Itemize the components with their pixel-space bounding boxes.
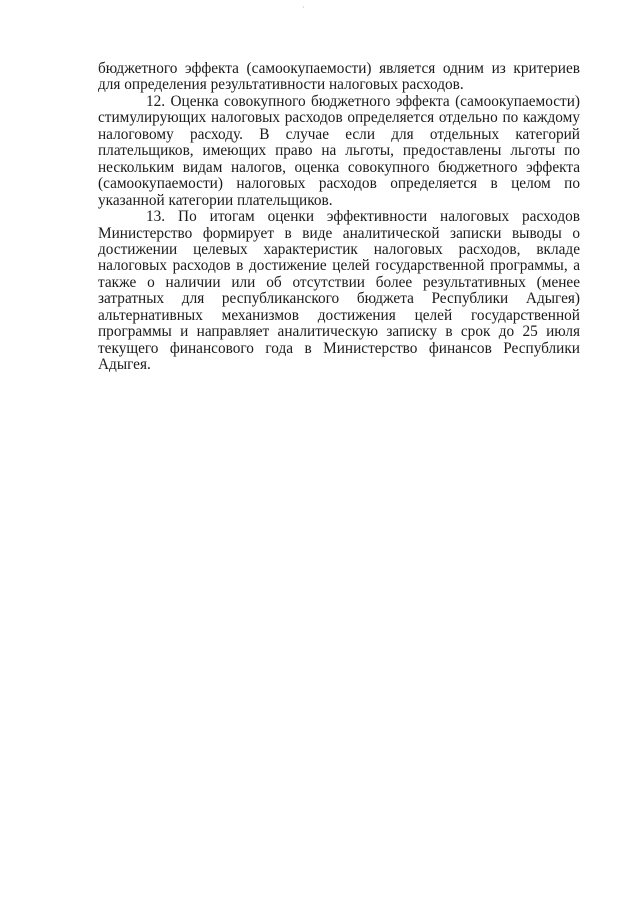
paragraph-continuation: бюджетного эффекта (самоокупаемости) является одним из критериев для определения результативности налоговых расходов. [98, 60, 580, 94]
paragraph-item-12: 12. Оценка совокупного бюджетного эффекта (самоокупаемости) стимулирующих налоговых расходов определяется отдельно по каждому налоговому расходу. В случае если для отдельных категорий плательщиков, имеющих право на льготы, предоставлены льготы по нескольким видам налогов, оценка совокупного бюджетного эффекта (самоокупаемости) налоговых расходов определяется в целом по указанной категории плательщиков. [98, 92, 580, 209]
page-mark: · [302, 3, 305, 12]
paragraph-item-13: 13. По итогам оценки эффективности налоговых расходов Министерство формирует в виде аналитической записки выводы о достижении целевых характеристик налоговых расходов, вкладе налоговых расходов в достижение целей государственной программы, а также о наличии или об отсутствии более результативных (менее затратных для республиканского бюджета Республики Адыгея) альтернативных механизмов достижения целей государственной программы и направляет аналитическую записку в срок до 25 июля текущего финансового года в Министерство финансов Республики Адыгея. [98, 208, 580, 374]
document-body [98, 61, 580, 374]
